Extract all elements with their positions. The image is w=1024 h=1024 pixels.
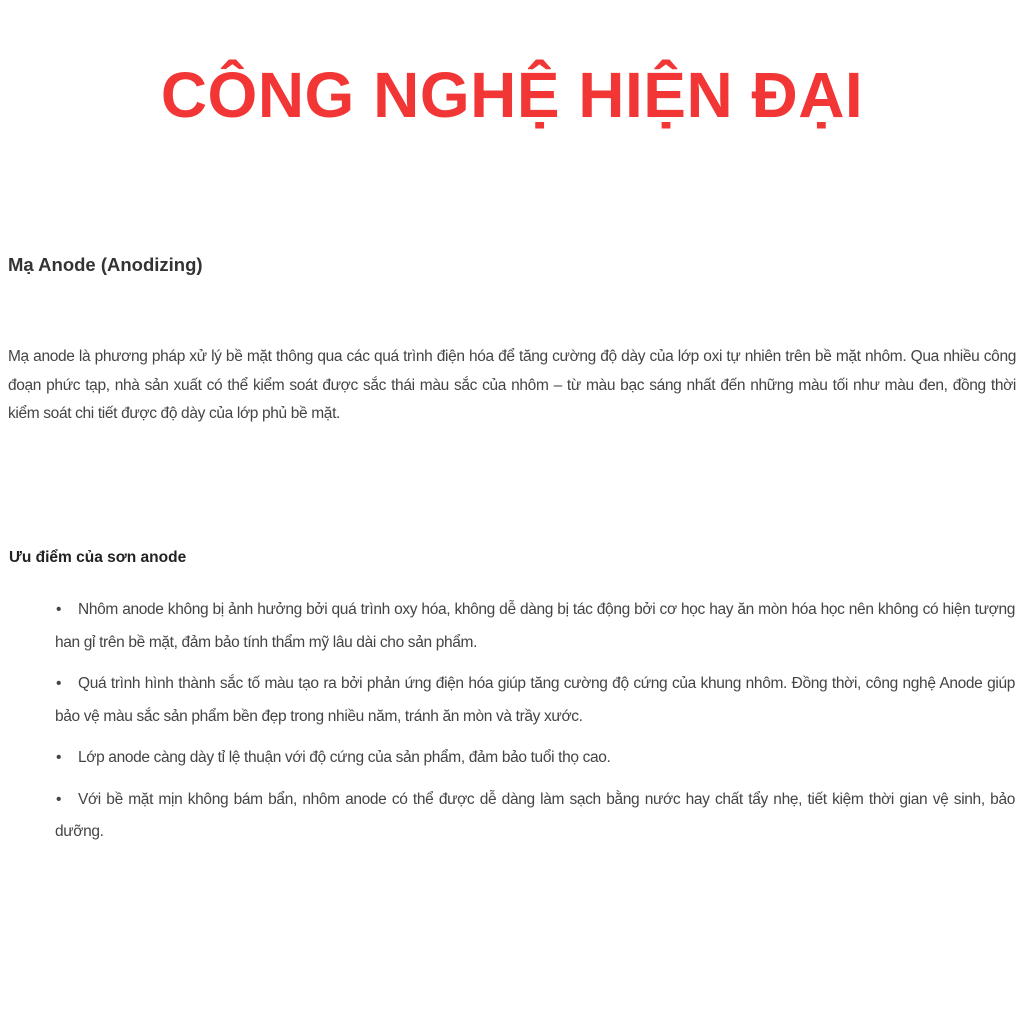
list-item-text: Với bề mặt mịn không bám bẩn, nhôm anode có thể được dễ dàng làm sạch bằng nước hay chất tẩy nhẹ, tiết kiệm thời gian vệ sinh, bảo dưỡng. xyxy=(55,790,1015,840)
page-title: CÔNG NGHỆ HIỆN ĐẠI xyxy=(160,59,864,131)
bullet-icon: • xyxy=(56,675,62,692)
section-heading: Mạ Anode (Anodizing) xyxy=(8,254,203,275)
bullet-icon: • xyxy=(56,790,62,808)
list-item-text: Quá trình hình thành sắc tố màu tạo ra bởi phản ứng điện hóa giúp tăng cường độ cứng của khung nhôm. Đồng thời, công nghệ Anode giúp bảo vệ màu sắc sản phẩm bền đẹp trong nhiều năm, tránh ăn mòn và trầy xước. xyxy=(55,675,1015,725)
section-paragraph: Mạ anode là phương pháp xử lý bề mặt thông qua các quá trình điện hóa để tăng cường độ dày của lớp oxi tự nhiên trên bề mặt nhôm. Qua nhiều công đoạn phức tạp, nhà sản xuất có thể kiểm soát được sắc thái màu sắc của nhôm – từ màu bạc sáng nhất đến những màu tối như màu đen, đồng thời kiểm soát chi tiết được độ dày của lớp phủ bề mặt. xyxy=(8,348,1016,422)
advantages-list xyxy=(55,594,1015,858)
list-item xyxy=(55,742,1015,775)
bullet-icon: • xyxy=(56,749,62,766)
bullet-icon: • xyxy=(56,601,62,618)
list-item-text: Nhôm anode không bị ảnh hưởng bởi quá trình oxy hóa, không dễ dàng bị tác động bởi cơ học hay ăn mòn hóa học nên không có hiện tượng han gỉ trên bề mặt, đảm bảo tính thẩm mỹ lâu dài cho sản phẩm. xyxy=(55,601,1015,651)
list-item xyxy=(55,668,1015,733)
list-item xyxy=(55,594,1015,659)
advantages-heading: Ưu điểm của sơn anode xyxy=(9,549,187,566)
list-item-text: Lớp anode càng dày tỉ lệ thuận với độ cứng của sản phẩm, đảm bảo tuổi thọ cao. xyxy=(78,749,611,766)
list-item xyxy=(55,784,1015,849)
